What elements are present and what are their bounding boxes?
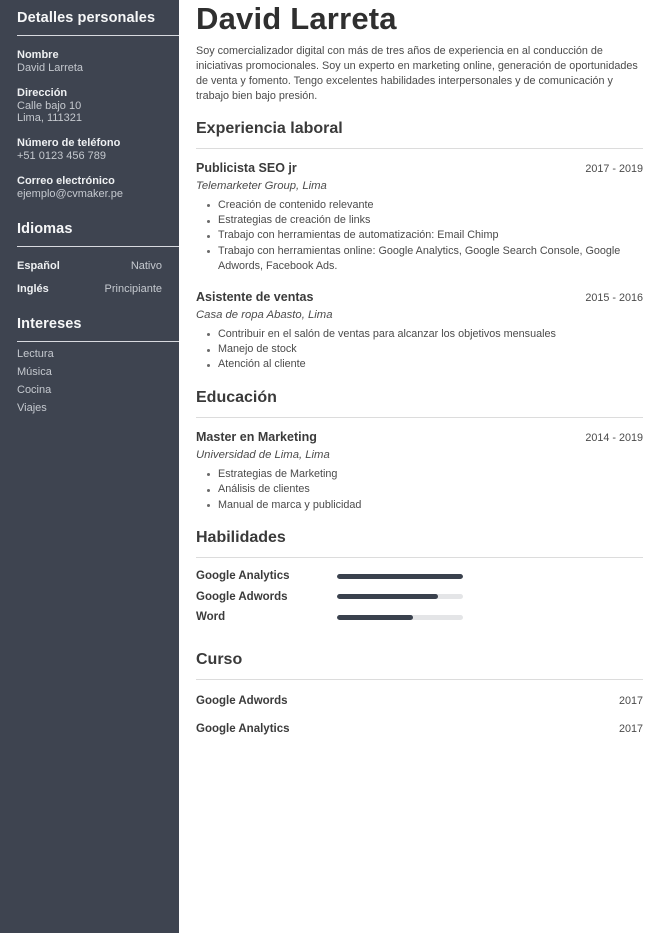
language-row [17,260,162,272]
entry-header [196,430,643,445]
language-name: Inglés [17,283,49,295]
skill-bar-fill [337,574,463,579]
field-label: Dirección [17,87,68,99]
interest-item: Lectura [17,348,54,360]
sidebar-divider [17,35,179,36]
bullet-item: Manual de marca y publicidad [196,498,643,513]
field-value: Lima, 111321 [17,112,83,124]
language-level: Nativo [130,260,162,272]
job-title: Asistente de ventas [196,289,314,304]
experience-entry [196,161,643,275]
entry-header [196,290,643,305]
sidebar-section-languages [17,221,162,295]
skill-name: Word [196,611,226,624]
profile-summary: Soy comercializador digital con más de tres años de experiencia en al conducción de iniciativas promocionales. Soy un experto en marketing online, generación de oportunidades de venta y fomento. Tengo excelentes habilidades interpersonales y de comunicación y trabajo bien bajo presión. [196,45,638,102]
skill-name: Google Adwords [196,590,288,603]
language-level: Principiante [104,283,162,295]
bullet-item: Trabajo con herramientas de automatización: Email Chimp [196,228,643,243]
bullet-item: Creación de contenido relevante [196,198,643,213]
personal-details-title: Detalles personales [17,10,156,26]
candidate-name: David Larreta [196,1,397,36]
course-row [196,694,643,708]
section-divider [196,557,643,558]
field-label: Número de teléfono [17,137,121,149]
sidebar-section-personal-details [17,10,162,200]
skill-bar-track [337,594,463,599]
interests-title: Intereses [17,316,82,332]
field-email [17,175,162,200]
education-entry [196,430,643,513]
section-divider [196,417,643,418]
skill-row [196,607,643,628]
entry-header [196,161,643,176]
bullet-item: Manejo de stock [196,342,643,357]
degree-title: Master en Marketing [196,429,317,444]
education-bullets [196,467,643,513]
course-year: 2017 [618,722,643,735]
job-company: Casa de ropa Abasto, Lima [196,308,333,321]
languages-title: Idiomas [17,221,73,237]
courses-list [196,694,643,736]
interest-item: Cocina [17,384,52,396]
job-dates: 2015 - 2016 [585,291,643,304]
interest-item: Música [17,366,52,378]
interest-item: Viajes [17,402,47,414]
language-name: Español [17,260,60,272]
job-dates: 2017 - 2019 [585,162,643,175]
field-phone [17,137,162,162]
bullet-item: Análisis de clientes [196,482,643,497]
section-divider [196,148,643,149]
field-label: Correo electrónico [17,175,115,187]
bullet-item: Contribuir en el salón de ventas para alcanzar los objetivos mensuales [196,327,643,342]
skill-bar-fill [337,594,438,599]
job-bullets [196,327,643,373]
sidebar [0,0,179,933]
section-title-experience: Experiencia laboral [196,119,343,137]
bullet-item: Trabajo con herramientas online: Google Analytics, Google Search Console, Google Adwords, Facebook Ads. [196,244,643,275]
skill-bar-track [337,615,463,620]
skill-bar-track [337,574,463,579]
degree-dates: 2014 - 2019 [585,431,643,444]
cv-main [179,0,660,933]
section-title-education: Educación [196,388,277,406]
job-title: Publicista SEO jr [196,160,297,175]
skill-name: Google Analytics [196,570,290,583]
language-row [17,283,162,295]
sidebar-divider [17,246,179,247]
field-name [17,49,162,74]
field-value: Calle bajo 10 [17,100,82,112]
field-address [17,87,162,124]
field-value: +51 0123 456 789 [17,150,107,162]
job-company: Telemarketer Group, Lima [196,179,327,192]
skill-bar-fill [337,615,413,620]
bullet-item: Estrategias de creación de links [196,213,643,228]
section-title-courses: Curso [196,650,243,668]
course-name: Google Analytics [196,722,290,735]
job-bullets [196,198,643,275]
field-value: David Larreta [17,62,84,74]
course-year: 2017 [618,694,643,707]
sidebar-divider [17,341,179,342]
sidebar-section-interests [17,316,162,414]
skills-list [196,566,643,628]
course-row [196,722,643,736]
school-name: Universidad de Lima, Lima [196,448,330,461]
skill-row [196,587,643,608]
bullet-item: Atención al cliente [196,357,643,372]
bullet-item: Estrategias de Marketing [196,467,643,482]
field-label: Nombre [17,49,59,61]
section-divider [196,679,643,680]
section-title-skills: Habilidades [196,529,286,547]
skill-row [196,566,643,587]
experience-entry [196,290,643,373]
course-name: Google Adwords [196,694,288,707]
field-value: ejemplo@cvmaker.pe [17,188,123,200]
